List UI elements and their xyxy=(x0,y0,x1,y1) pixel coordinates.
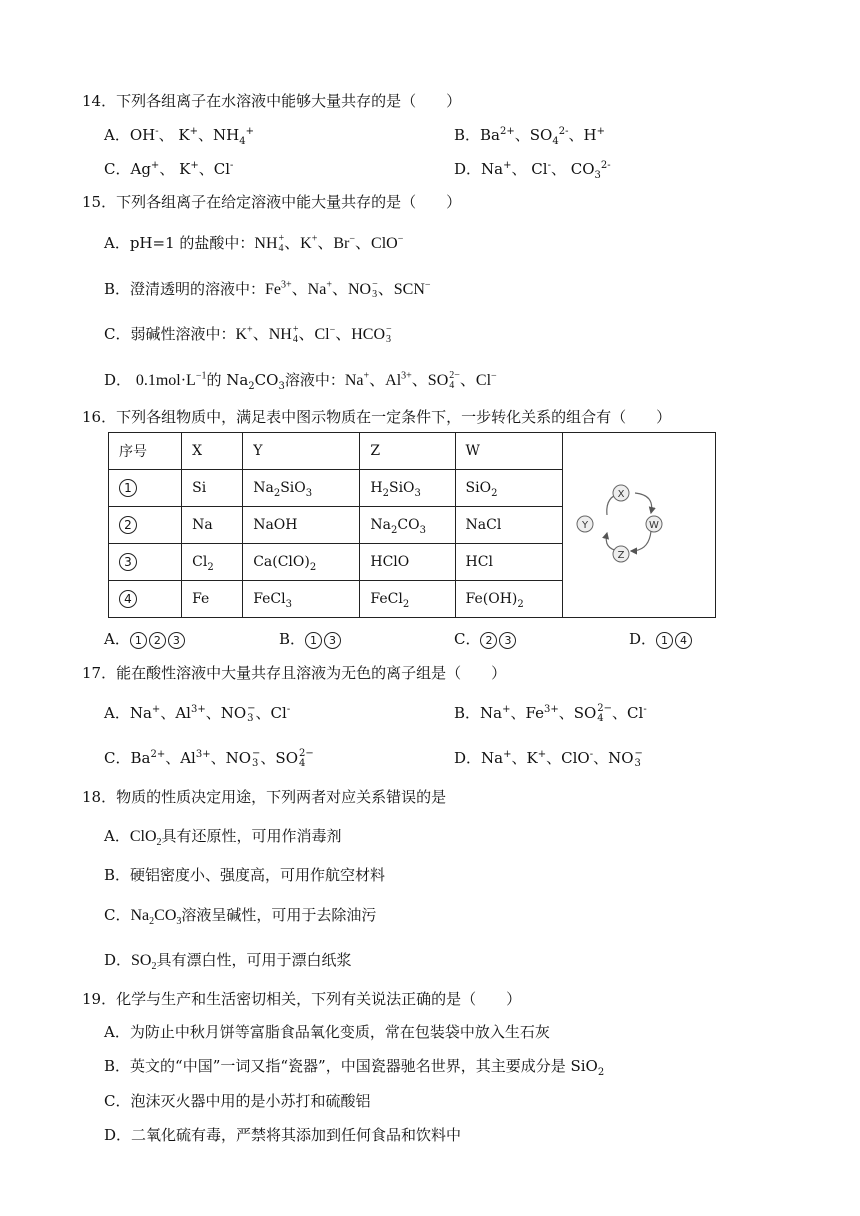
q17-option-c: C．$Ba^{2+}$、$Al^{3+}$、NO − 3 、SO 2− 4 xyxy=(104,748,314,769)
q14-option-a: A．OH-、 K+、$NH_4^+$ xyxy=(104,126,255,147)
q15-option-a: A．pH=1 的盐酸中：NH + 4 、K+、Br−、ClO− xyxy=(104,233,404,255)
table-row: 4 Fe FeCl$_3$ FeCl$_2$ $Fe(OH)_2$ xyxy=(109,581,716,618)
q18-option-d: D．$SO_2$具有漂白性，可用于漂白纸浆 xyxy=(104,951,352,973)
q17-option-b: B．Na+、$Fe^{3+}$、SO 2− 4 、Cl- xyxy=(454,703,647,724)
row-number: 3 xyxy=(119,553,137,571)
q19-option-d: D．二氧化硫有毒，严禁将其添加到任何食品和饮料中 xyxy=(104,1126,462,1144)
q14-option-c: C．Ag+、 K+、Cl- xyxy=(104,160,234,178)
svg-text:W: W xyxy=(648,520,659,531)
row-number: 1 xyxy=(119,479,137,497)
q14-option-d: D．Na+、 Cl-、 $CO_3^{2-}$ xyxy=(454,160,611,181)
q16-stem: 16．下列各组物质中，满足表中图示物质在一定条件下，一步转化关系的组合有（ ） xyxy=(82,408,672,426)
q15-option-b: B．澄清透明的溶液中：$Fe^{3+}$、Na+、NO − 3 、SCN− xyxy=(104,279,431,301)
svg-text:X: X xyxy=(617,489,625,500)
q17-stem: 17．能在酸性溶液中大量共存且溶液为无色的离子组是（ ） xyxy=(82,664,507,682)
svg-text:Y: Y xyxy=(581,520,588,531)
header-z: Z xyxy=(360,433,455,470)
header-no: 序号 xyxy=(109,433,182,470)
q15-option-c: C．弱碱性溶液中：K+、NH + 4 、Cl−、HCO − 3 xyxy=(104,324,392,346)
q17-option-d: D．Na+、K+、ClO-、NO − 3 xyxy=(454,748,643,769)
q18-option-c: C．$Na_2CO_3$溶液呈碱性，可用于去除油污 xyxy=(104,906,377,928)
svg-text:Z: Z xyxy=(617,550,625,561)
q16-option-d: D． 1 4 xyxy=(629,628,694,649)
header-x: X xyxy=(182,433,243,470)
q16-option-a: A． 1 2 3 xyxy=(104,628,187,649)
q15-option-d: D． $0.1mol\cdot L^{-1}$的 $Na_2CO_3$溶液中：Na+、$Al^{3+}$、SO 2− 4 、Cl− xyxy=(104,370,497,392)
q19-option-b: B．英文的“中国”一词又指“瓷器”，中国瓷器驰名世界，其主要成分是 SiO$_2$ xyxy=(104,1057,605,1078)
diagram-node-z xyxy=(613,546,629,562)
diagram-node-y xyxy=(577,516,593,532)
table-row: 1 Si $Na_2SiO_3$ $H_2SiO_3$ SiO$_2$ xyxy=(109,470,716,507)
header-y: Y xyxy=(243,433,360,470)
row-number: 2 xyxy=(119,516,137,534)
diagram-node-x xyxy=(613,485,629,501)
q19-stem: 19．化学与生产和生活密切相关，下列有关说法正确的是（ ） xyxy=(82,990,522,1008)
table-row: 3 $Cl_2$ $Ca(ClO)_2$ HClO HCl xyxy=(109,544,716,581)
q16-table xyxy=(108,432,716,618)
q15-stem: 15．下列各组离子在给定溶液中能大量共存的是（ ） xyxy=(82,193,462,211)
q17-option-a: A．Na+、$Al^{3+}$、NO − 3 、Cl- xyxy=(104,703,291,724)
q18-stem: 18．物质的性质决定用途，下列两者对应关系错误的是 xyxy=(82,788,447,806)
row-number: 4 xyxy=(119,590,137,608)
q14-stem: 14．下列各组离子在水溶液中能够大量共存的是（ ） xyxy=(82,92,462,110)
table-row: 2 Na NaOH $Na_2CO_3$ NaCl xyxy=(109,507,716,544)
q19-option-c: C．泡沫灭火器中用的是小苏打和硫酸铝 xyxy=(104,1092,371,1110)
q19-option-a: A．为防止中秋月饼等富脂食品氧化变质，常在包装袋中放入生石灰 xyxy=(104,1023,550,1041)
header-w: W xyxy=(455,433,562,470)
q16-option-b: B． 1 3 xyxy=(279,628,343,649)
q18-option-b: B．硬铝密度小、强度高，可用作航空材料 xyxy=(104,866,386,884)
q16-option-c: C． 2 3 xyxy=(454,628,518,649)
q18-option-a: A．ClO$_2$具有还原性，可用作消毒剂 xyxy=(104,827,342,849)
diagram-node-w xyxy=(646,516,662,532)
conversion-diagram xyxy=(562,433,715,618)
q14-option-b: B．$Ba^{2+}$、$SO_4^{2-}$、H+ xyxy=(454,126,605,147)
